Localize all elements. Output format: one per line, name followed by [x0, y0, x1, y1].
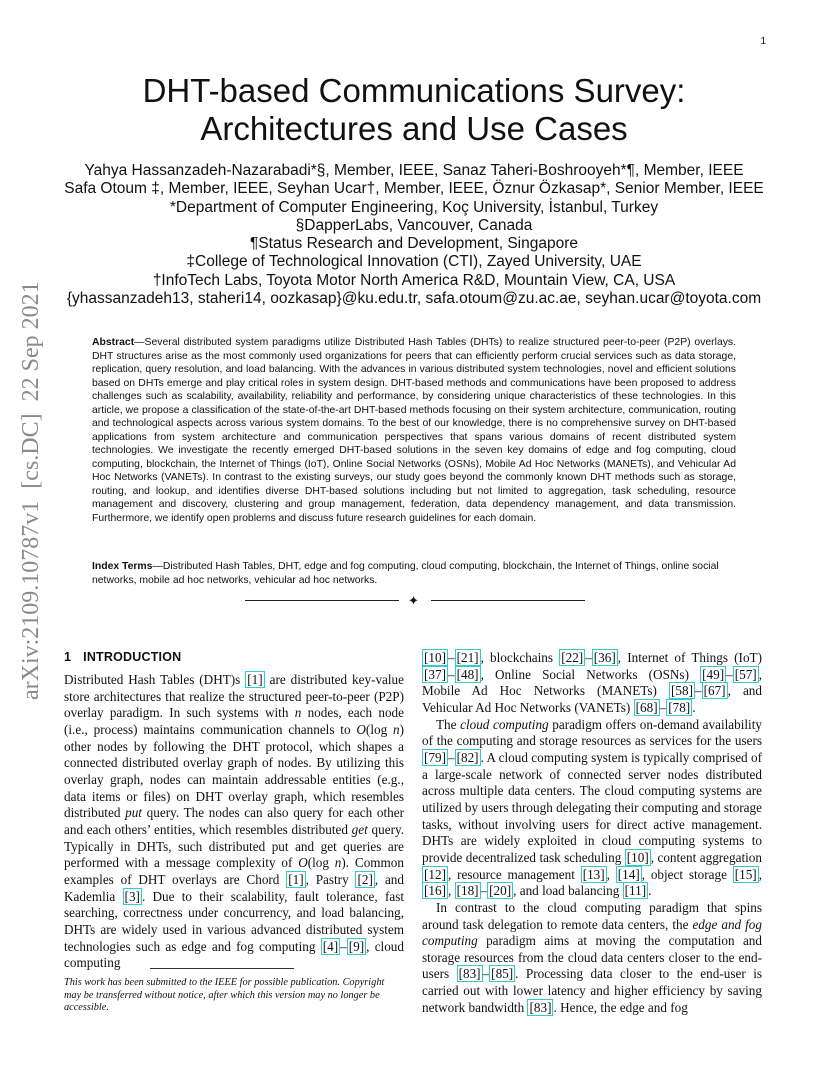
abstract-label: Abstract	[92, 337, 135, 348]
citation-link[interactable]: [11]	[624, 883, 647, 899]
intro-paragraph-3: In contrast to the cloud computing paradigm that spins around task delegation to remote data centers, the edge and fog computing paradigm aims at moving the computation and storage resources from the cloud data centers closer to the end-users [83] – [85] . Processing data closer to the end-user is carried out with lower latency and higher efficiency by saving network bandwidth [83] . Hence, the edge and fog	[422, 899, 762, 1015]
footnote-rule	[150, 968, 294, 969]
title-line-1: DHT-based Communications Survey:	[142, 72, 686, 109]
citation-link[interactable]: [21]	[456, 650, 479, 665]
citation-link[interactable]: [37]	[424, 666, 446, 682]
citation-link[interactable]: [10]	[626, 849, 649, 865]
section-separator	[245, 594, 585, 608]
author-line-2: Safa Otoum ‡, Member, IEEE, Seyhan Ucar†, Member, IEEE, Öznur Özkasap*, Senior Member, IEEE	[64, 180, 764, 198]
footnote	[64, 968, 404, 1015]
diamond-icon: ✦	[408, 594, 419, 609]
intro-paragraph-1: Distributed Hash Tables (DHT)s [1] are distributed key-value store architectures that realize the structured peer-to-peer (P2P) overlay paradigm. In such systems with n nodes, each node (i.e., process) maintains communication channels to O(log n) other nodes by following the DHT protocol, which shapes a connected distributed overlay graph of nodes. By utilizing this overlay graph, nodes can maintain addressable entities (e.g., data items or files) on DHT overlay graph, which resembles distributed put query. The nodes can also query for each other and each others’ entities, which resembles distributed get query. Typically in DHTs, such distributed put and get queries are performed with a message complexity of O(log n). Common examples of DHT overlays are Chord [1] , Pastry [2] , and Kademlia [3] . Due to their scalability, fault tolerance, fast searching, correctness under concurrency, and load balancing, DHTs are widely used in various advanced distributed system technologies such as edge and fog computing [4] – [9] , cloud computing	[64, 672, 405, 971]
citation-link[interactable]: [10]	[424, 650, 446, 665]
left-column	[64, 650, 404, 972]
citation-link[interactable]: [15]	[734, 866, 757, 882]
separator-line-left	[245, 600, 399, 601]
right-column	[422, 650, 762, 1016]
author-block	[64, 162, 764, 308]
abstract-text: —Several distributed system paradigms utilize Distributed Hash Tables (DHTs) to realize structured peer-to-peer (P2P) overlays. DHT structures arise as the most commonly used organizations for peers that can efficiently perform crucial services such as data storage, replication, query resolution, and load balancing. With the advances in various distributed system technologies, novel and efficient solutions based on DHTs emerge and play critical roles in system design. DHT-based methods and communications have been proposed to address challenges such as scalability, availability, reliability and performance, by considering unique characteristics of these technologies. In this article, we propose a classification of the state-of-the-art DHT-based methods focusing on their system architecture, communication, routing and technological aspects across various system domains. To the best of our knowledge, there is no comprehensive survey on DHT-based applications from system architecture and communication perspectives that spans various domains of recent distributed system technologies. We investigate the recently emerged DHT-based solutions in the seven key domains of edge and fog computing, cloud computing, blockchain, the Internet of Things (IoT), Online Social Networks (OSNs), Mobile Ad Hoc Networks (MANETs), and Vehicular Ad Hoc Networks (VANETs). In contrast to the existing surveys, our study goes beyond the commonly known DHT methods such as storage, routing, and lookup, and identifies diverse DHT-based solutions including but not limited to aggregation, task scheduling, resource management and discovery, clustering and group management, federation, data dependency management, and data transmission. Furthermore, we identify open problems and discuss future research guidelines for each domain.	[92, 337, 736, 524]
citation-link[interactable]: [13]	[582, 866, 605, 882]
author-line-1: Yahya Hassanzadeh-Nazarabadi*§, Member, IEEE, Sanaz Taheri-Boshrooyeh*¶, Member, IEEE	[84, 162, 744, 179]
affiliation-1: *Department of Computer Engineering, Koç University, İstanbul, Turkey	[169, 198, 659, 216]
citation-link[interactable]: [36]	[593, 650, 616, 665]
footnote-text: This work has been submitted to the IEEE for possible publication. Copyright may be transferred without notice, after which this version may no longer be accessible.	[64, 977, 385, 1014]
citation-link[interactable]: [22]	[561, 650, 584, 665]
citation-link[interactable]: [1]	[288, 871, 304, 887]
citation-link[interactable]: [20]	[489, 883, 512, 899]
intro-paragraph-1-cont: [10] – [21] , blockchains [22] – [36] , Internet of Things (IoT) [37] – [48] , Online Social Networks (OSNs) [49] – [57] , Mobile Ad Hoc Networks (MANETs) [58] – [67] , and Vehicular Ad Hoc Networks (VANETs) [68] – [78] .	[422, 650, 762, 715]
section-title: INTRODUCTION	[83, 650, 182, 664]
citation-link[interactable]: [49]	[702, 666, 725, 682]
citation-link[interactable]: [67]	[703, 683, 726, 699]
citation-link[interactable]: [16]	[424, 883, 446, 899]
citation-link[interactable]: [83]	[458, 966, 481, 982]
page-number: 1	[760, 36, 766, 47]
citation-link[interactable]: [3]	[124, 888, 140, 904]
intro-paragraph-2: The cloud computing paradigm offers on-demand availability of the computing and storage resources as services for the users [79] – [82] . A cloud computing system is typically comprised of a large-scale network of connected server nodes distributed across multiple data centers. The cloud computing systems are utilized by users through delegating their computing and storage tasks, without involving users for direct active management. DHTs are widely exploited in cloud computing systems to provide decentralized task scheduling [10] , content aggregation [12] , resource management [13] , [14] , object storage [15] , [16] , [18] – [20] , and load balancing [11] .	[422, 716, 762, 899]
citation-link[interactable]: [18]	[456, 883, 479, 899]
index-terms	[92, 560, 736, 587]
citation-link[interactable]: [2]	[357, 871, 373, 887]
citation-link[interactable]: [79]	[424, 749, 446, 765]
citation-link[interactable]: [1]	[247, 672, 263, 687]
citation-link[interactable]: [14]	[617, 866, 640, 882]
paper-title	[64, 72, 764, 148]
section-heading	[64, 650, 404, 664]
affiliation-5: †InfoTech Labs, Toyota Motor North America R&D, Mountain View, CA, USA	[152, 271, 676, 289]
abstract	[92, 336, 736, 525]
citation-link[interactable]: [83]	[529, 999, 552, 1015]
citation-link[interactable]: [9]	[348, 938, 365, 954]
citation-link[interactable]: [57]	[734, 666, 757, 682]
citation-link[interactable]: [82]	[456, 749, 479, 765]
arxiv-stamp: arXiv:2109.10787v1 [cs.DC] 22 Sep 2021	[18, 281, 44, 700]
citation-link[interactable]: [85]	[491, 966, 514, 982]
section-number: 1	[64, 650, 72, 664]
affiliation-3: ¶Status Research and Development, Singapore	[250, 235, 578, 253]
citation-link[interactable]: [68]	[635, 699, 658, 715]
author-emails: {yhassanzadeh13, staheri14, oozkasap}@ku.edu.tr, safa.otoum@zu.ac.ae, seyhan.ucar@toyota.com	[66, 290, 762, 308]
citation-link[interactable]: [12]	[424, 866, 446, 882]
affiliation-4: ‡College of Technological Innovation (CTI), Zayed University, UAE	[186, 253, 642, 271]
separator-line-right	[431, 600, 585, 601]
citation-link[interactable]: [4]	[322, 938, 339, 954]
citation-link[interactable]: [78]	[668, 699, 691, 715]
index-terms-text: —Distributed Hash Tables, DHT, edge and fog computing, cloud computing, blockchain, the Internet of Things, online social networks, mobile ad hoc networks, vehicular ad hoc networks.	[92, 561, 719, 586]
citation-link[interactable]: [48]	[456, 666, 479, 682]
title-line-2: Architectures and Use Cases	[200, 110, 628, 147]
affiliation-2: §DapperLabs, Vancouver, Canada	[295, 216, 533, 234]
index-terms-label: Index Terms	[92, 561, 153, 572]
citation-link[interactable]: [58]	[671, 683, 693, 699]
